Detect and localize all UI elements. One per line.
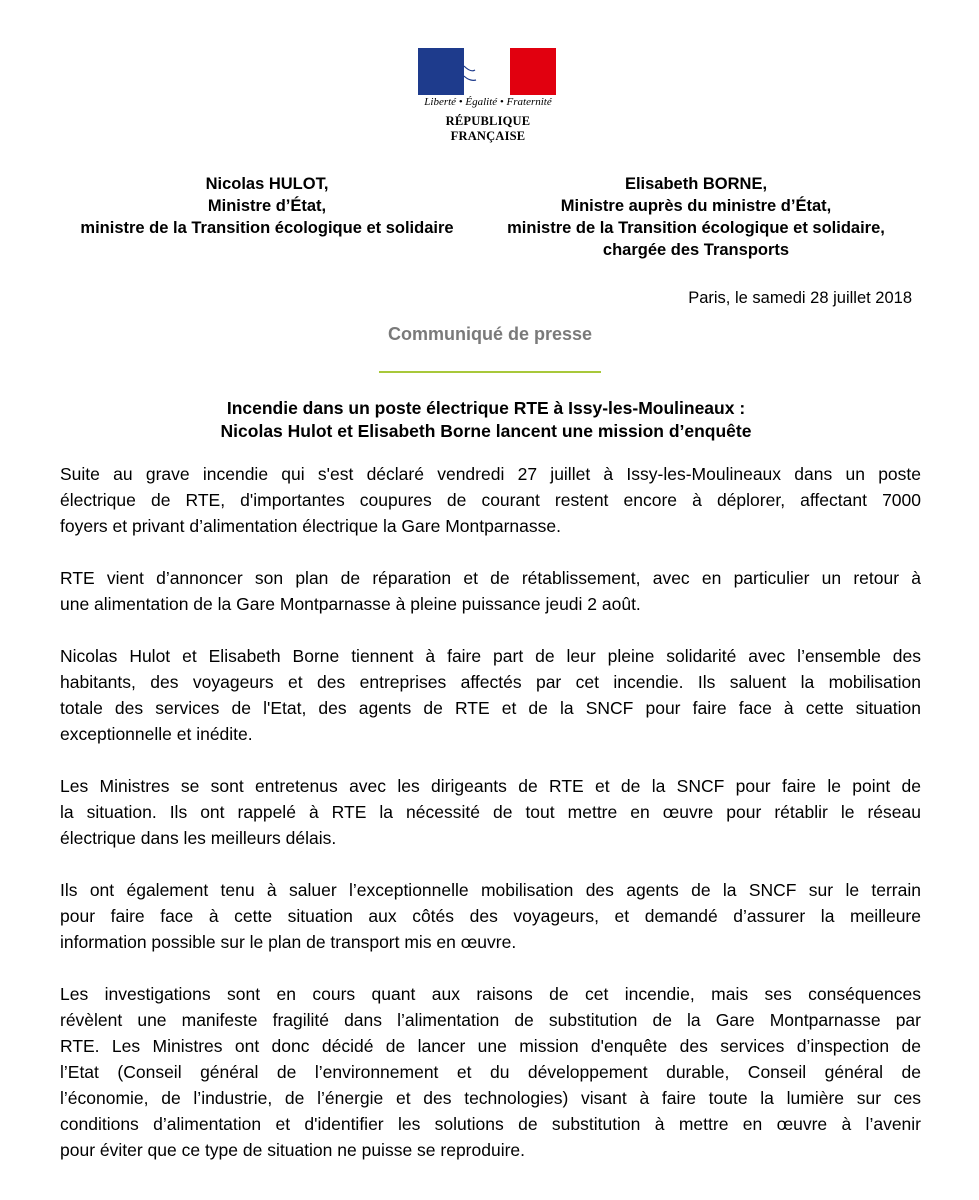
paragraph-line: l’Etat (Conseil général de l’environnement et du développement durable, Conseil général de (60, 1062, 921, 1082)
paragraph-line: Les Ministres se sont entretenus avec les dirigeants de RTE et de la SNCF pour faire le point de (60, 776, 921, 796)
article-body (60, 461, 921, 1189)
paragraph-line: pour faire face à cette situation aux côtés des voyageurs, et demandé d’assurer la meilleure (60, 906, 921, 926)
paragraph-line: la situation. Ils ont rappelé à RTE la nécessité de tout mettre en œuvre pour rétablir le réseau (60, 802, 921, 822)
minister-title: Ministre d’État, (207, 197, 327, 215)
minister-title: Ministre auprès du ministre d’État, (560, 197, 832, 215)
minister-portfolio: ministre de la Transition écologique et solidaire (80, 219, 454, 237)
publication-date: Paris, le samedi 28 juillet 2018 (688, 289, 912, 307)
paragraph-line: Les investigations sont en cours quant aux raisons de cet incendie, mais ses conséquences (60, 984, 921, 1004)
paragraph-line: foyers et privant d’alimentation électrique la Gare Montparnasse. (60, 516, 561, 536)
republic-name: RÉPUBLIQUE FRANÇAISE (445, 114, 531, 143)
paragraph-line: Ils ont également tenu à saluer l’exceptionnelle mobilisation des agents de la SNCF sur le terrain (60, 880, 921, 900)
republic-motto: Liberté • Égalité • Fraternité (424, 96, 552, 108)
minister-hulot-block (60, 173, 474, 239)
headline-line: Incendie dans un poste électrique RTE à Issy-les-Moulineaux : (226, 398, 746, 418)
flag-blue-band (418, 48, 464, 95)
minister-portfolio: ministre de la Transition écologique et solidaire, (507, 219, 885, 237)
republique-francaise-logo (418, 48, 558, 143)
paragraph-incident (60, 461, 921, 539)
paragraph-line: exceptionnelle et inédite. (60, 724, 253, 744)
paragraph-repair-plan (60, 565, 921, 617)
paragraph-line: RTE vient d’annoncer son plan de réparation et de rétablissement, avec en particulier un retour à (60, 568, 921, 588)
paragraph-solidarity (60, 643, 921, 747)
paragraph-line: une alimentation de la Gare Montparnasse à pleine puissance jeudi 2 août. (60, 594, 641, 614)
paragraph-meeting (60, 773, 921, 851)
flag-red-band (510, 48, 556, 95)
minister-name: Elisabeth BORNE, (624, 175, 768, 193)
press-release-label: Communiqué de presse (387, 324, 593, 344)
minister-name: Nicolas HULOT, (205, 175, 329, 193)
marianne-flag-icon (418, 48, 556, 95)
paragraph-line: Nicolas Hulot et Elisabeth Borne tiennent à faire part de leur pleine solidarité avec l’ensemble des (60, 646, 921, 666)
paragraph-line: l’économie, de l’industrie, de l’énergie et des technologies) visant à faire toute la lumière sur ces (60, 1088, 921, 1108)
paragraph-sncf-agents (60, 877, 921, 955)
paragraph-line: habitants, des voyageurs et des entreprises affectés par cet incendie. Ils saluent la mobilisation (60, 672, 921, 692)
paragraph-line: information possible sur le plan de transport mis en œuvre. (60, 932, 517, 952)
minister-portfolio-detail: chargée des Transports (602, 241, 790, 259)
paragraph-line: révèlent une manifeste fragilité dans l’alimentation de substitution de la Gare Montparnasse par (60, 1010, 921, 1030)
paragraph-line: électrique dans les meilleurs délais. (60, 828, 337, 848)
headline-line: Nicolas Hulot et Elisabeth Borne lancent une mission d’enquête (220, 421, 752, 441)
press-label-underline (379, 371, 601, 373)
minister-borne-block (484, 173, 908, 261)
paragraph-line: électrique de RTE, d'importantes coupures de courant restent encore à déplorer, affectant 7000 (60, 490, 921, 510)
paragraph-line: RTE. Les Ministres ont donc décidé de lancer une mission d'enquête des services d’inspection de (60, 1036, 921, 1056)
headline (60, 397, 912, 443)
paragraph-line: totale des services de l'Etat, des agents de RTE et de la SNCF pour faire face à cette situation (60, 698, 921, 718)
paragraph-investigation (60, 981, 921, 1163)
paragraph-line: Suite au grave incendie qui s'est déclaré vendredi 27 juillet à Issy-les-Moulineaux dans un poste (60, 464, 921, 484)
paragraph-line: pour éviter que ce type de situation ne puisse se reproduire. (60, 1140, 526, 1160)
paragraph-line: conditions d’alimentation et d'identifier les solutions de substitution à mettre en œuvre à l’avenir (60, 1114, 921, 1134)
